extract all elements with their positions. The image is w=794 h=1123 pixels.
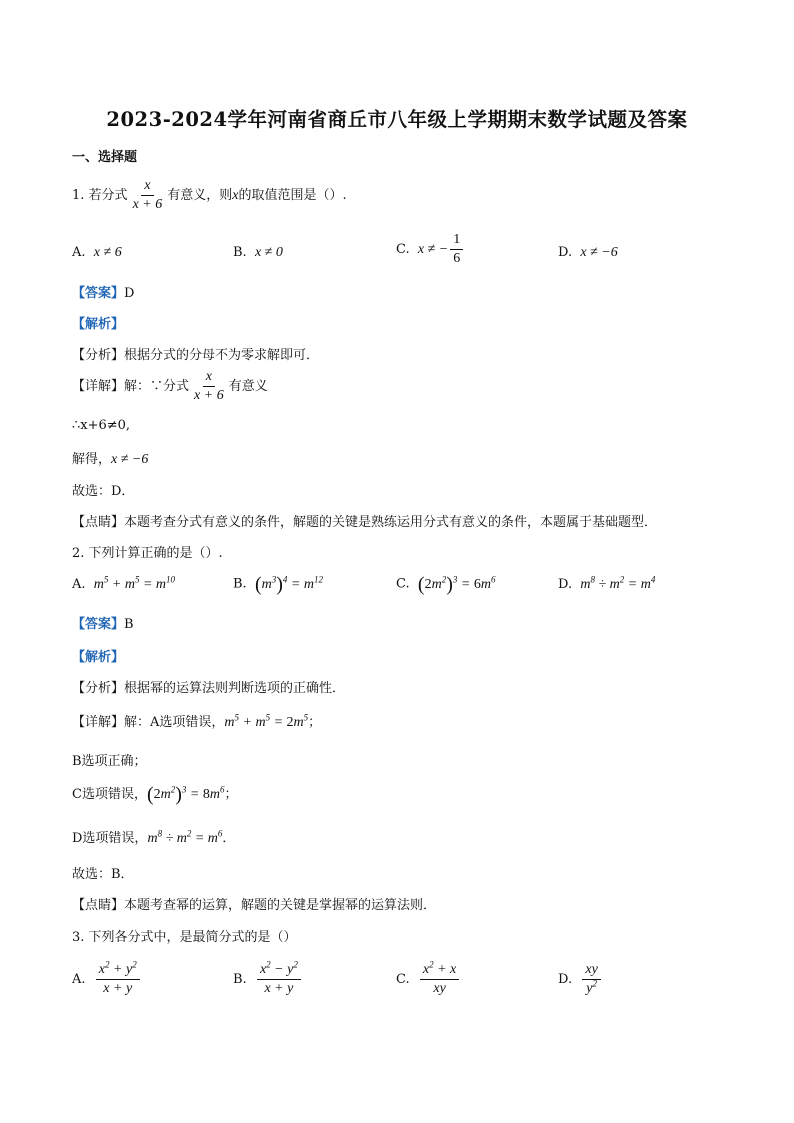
section-heading: 一、选择题 (72, 150, 138, 165)
option-b: B. x ≠ 0 (233, 245, 283, 260)
option-a: A. x ≠ 6 (72, 245, 122, 260)
option-a: A. $m^5 + m^5 = m^{10}$ (72, 574, 176, 592)
document-title: 2023-2024学年河南省商丘市八年级上学期期末数学试题及答案 (106, 108, 688, 131)
option-d: D. $\frac{xy}{y^2}$ (558, 962, 603, 997)
option-d: D. $m^8 \div m^2 = m^4$ (558, 574, 656, 592)
choose-line: 故选：D． (72, 484, 135, 499)
fraction: $\frac{x}{x + 6}$ (132, 178, 163, 212)
detail-line: 【详解】解：A选项错误，$m^5 + m^5 = 2m^5$； (72, 712, 322, 730)
fenxi-line: 【分析】根据幂的运算法则判断选项的正确性． (72, 681, 346, 696)
option-d: D. x ≠ −6 (558, 245, 618, 260)
comment-line: 【点睛】本题考查幂的运算，解题的关键是掌握幂的运算法则． (72, 898, 437, 913)
answer-line: 【答案】D (72, 286, 135, 301)
detail-line: 【详解】解：∵分式 $\frac{x}{x + 6}$ 有意义 (72, 369, 268, 403)
analysis-heading: 【解析】 (72, 650, 125, 665)
option-b: B. $(m^3)^4 = m^{12}$ (233, 573, 323, 595)
answer-line: 【答案】B (72, 617, 134, 632)
option-a: A. $\frac{x^2 + y^2}{x + y}$ (72, 962, 142, 997)
option-c: C. x ≠ − $\frac{1}{6}$ (396, 232, 465, 267)
question-number: 1. (72, 188, 85, 203)
question-3: 3. 下列各分式中，是最简分式的是（） (72, 930, 297, 945)
question-2: 2. 下列计算正确的是（）. (72, 546, 223, 561)
solution-step: ∴x+6≠0, (72, 418, 131, 433)
option-b: B. $\frac{x^2 - y^2}{x + y}$ (233, 962, 303, 997)
solution-step: C选项错误，$(2m^2)^3 = 8m^6$； (72, 783, 238, 806)
analysis-heading: 【解析】 (72, 317, 125, 332)
option-c: C. $(2m^2)^3 = 6m^6$ (396, 573, 496, 595)
solution-step: 解得，x ≠ −6 (72, 452, 149, 467)
question-1: 1. 若分式 $\frac{x}{x + 6}$ 有意义，则x的取值范围是（）. (72, 178, 347, 212)
comment-line: 【点睛】本题考查分式有意义的条件，解题的关键是熟练运用分式有意义的条件，本题属于基础题型． (72, 515, 658, 530)
option-c: C. $\frac{x^2 + x}{xy}$ (396, 962, 461, 997)
solution-step: D选项错误，$m^8 \div m^2 = m^6$． (72, 828, 236, 846)
choose-line: 故选：B． (72, 867, 134, 882)
fenxi-line: 【分析】根据分式的分母不为零求解即可． (72, 348, 320, 363)
solution-step: B选项正确； (72, 754, 147, 769)
